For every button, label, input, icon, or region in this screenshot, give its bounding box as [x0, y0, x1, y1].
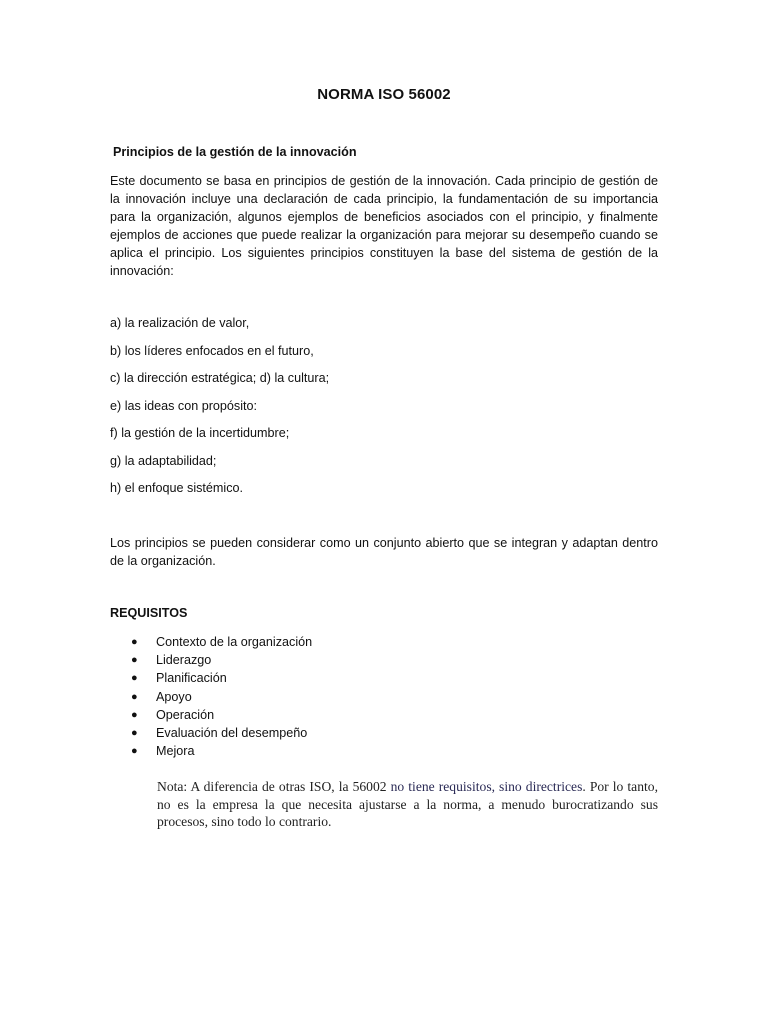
principles-list — [110, 314, 329, 507]
requirement-label: Mejora — [156, 744, 195, 759]
document-title: NORMA ISO 56002 — [317, 86, 451, 103]
principle-item: a) la realización de valor, — [110, 316, 250, 330]
principle-item: b) los líderes enfocados en el futuro, — [110, 343, 314, 358]
bullet-icon: ● — [131, 708, 138, 721]
requirement-label: Apoyo — [156, 689, 192, 704]
closing-paragraph: Los principios se pueden considerar como un conjunto abierto que se integran y adaptan dentro de la organización. — [110, 536, 658, 568]
requirement-label: Contexto de la organización — [156, 635, 313, 649]
requirements-heading: REQUISITOS — [110, 606, 188, 620]
bullet-icon: ● — [131, 690, 138, 703]
principle-item: c) la dirección estratégica; d) la cultura; — [110, 371, 330, 385]
note-paragraph — [157, 778, 658, 831]
requirement-item — [130, 633, 312, 651]
requirement-label: Planificación — [156, 671, 227, 686]
bullet-icon: ● — [131, 726, 138, 739]
requirement-label: Liderazgo — [156, 653, 212, 668]
requirement-label: Operación — [156, 707, 215, 722]
requirement-item — [130, 651, 312, 669]
requirement-label: Evaluación del desempeño — [156, 725, 308, 740]
requirement-item — [130, 706, 312, 724]
note-prefix: Nota: A diferencia de otras ISO, la 56002 — [157, 779, 391, 794]
bullet-icon: ● — [131, 745, 138, 758]
requirements-list — [130, 633, 312, 760]
bullet-icon: ● — [131, 636, 138, 648]
bullet-icon: ● — [131, 654, 138, 667]
principle-item: g) la adaptabilidad; — [110, 453, 217, 468]
principle-item: e) las ideas con propósito: — [110, 398, 258, 413]
requirement-item — [130, 669, 312, 687]
principle-item: f) la gestión de la incertidumbre; — [110, 426, 290, 440]
note-emphasis: no tiene requisitos, sino directrices — [390, 779, 583, 794]
intro-paragraph: Este documento se basa en principios de gestión de la innovación. Cada principio de gestión de la innovación incluye una declaración de cada principio, la fundamentación de su importancia para la organización, algunos ejemplos de beneficios asociados con el principio, y finalmente ejemplos de acciones que puede realizar la organización para mejorar su desempeño cuando se aplica el principio. Los siguientes principios constituyen la base del sistema de gestión de la innovación: — [110, 174, 658, 278]
requirement-item — [130, 724, 312, 742]
requirement-item — [130, 688, 312, 706]
principle-item: h) el enfoque sistémico. — [110, 481, 244, 495]
bullet-icon: ● — [131, 672, 138, 685]
requirement-item — [130, 742, 312, 760]
section-heading: Principios de la gestión de la innovación — [113, 145, 357, 159]
note-suffix: . Por lo tanto, no es la empresa la que necesita ajustarse a la norma, a menudo burocratizando sus procesos, sino todo lo contrario. — [157, 779, 658, 829]
